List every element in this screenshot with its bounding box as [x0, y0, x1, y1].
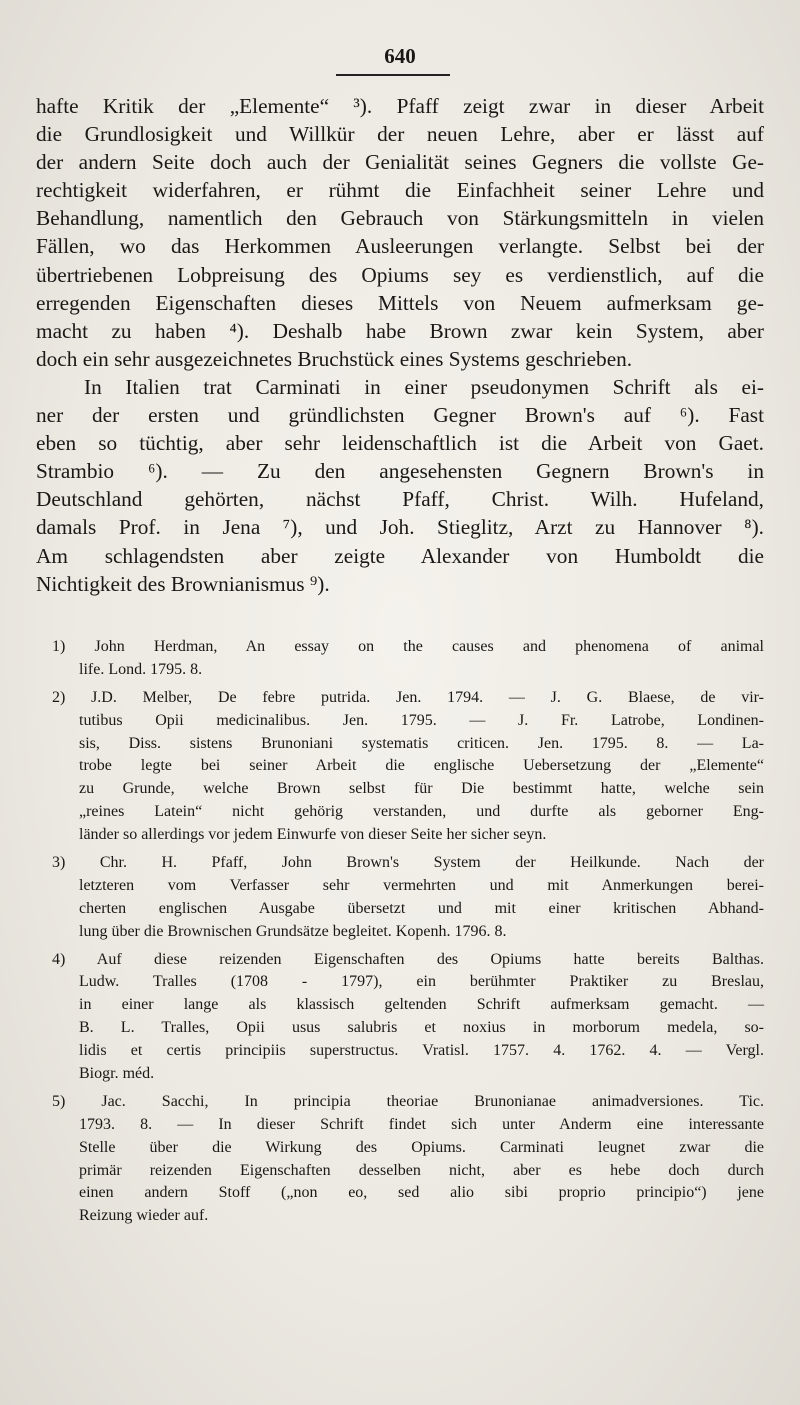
footnote-line: Reizung wieder auf. [79, 1207, 209, 1225]
body-line: Fällen, wo das Herkommen Ausleerungen verlangte. Selbst bei der [36, 234, 764, 259]
footnote-line: zu Grunde, welche Brown selbst für Die bestimmt hatte, welche sein [79, 780, 764, 798]
body-line: rechtigkeit widerfahren, er rühmt die Einfachheit seiner Lehre und [36, 178, 764, 203]
footnote-3 [52, 852, 764, 944]
footnote-4 [52, 949, 764, 1086]
footnote-line: „reines Latein“ nicht gehörig verstanden, und durfte als geborner Eng- [79, 803, 764, 821]
body-line: macht zu haben ⁴). Deshalb habe Brown zwar kein System, aber [36, 318, 764, 343]
body-line: damals Prof. in Jena ⁷), und Joh. Stieglitz, Arzt zu Hannover ⁸). [36, 515, 764, 540]
body-line: erregenden Eigenschaften dieses Mittels von Neuem aufmerksam ge- [36, 290, 764, 315]
footnote-line: 3) Chr. H. Pfaff, John Brown's System der Heilkunde. Nach der [52, 854, 764, 872]
body-line: hafte Kritik der „Elemente“ ³). Pfaff zeigt zwar in dieser Arbeit [36, 94, 764, 118]
body-line: Deutschland gehörten, nächst Pfaff, Christ. Wilh. Hufeland, [36, 487, 764, 512]
footnote-line: 5) Jac. Sacchi, In principia theoriae Brunonianae animadversiones. Tic. [52, 1092, 764, 1110]
footnote-1 [52, 636, 764, 682]
footnote-5 [52, 1091, 764, 1228]
body-line: Behandlung, namentlich den Gebrauch von Stärkungsmitteln in vielen [36, 206, 764, 231]
footnote-line: tutibus Opii medicinalibus. Jen. 1795. — J. Fr. Latrobe, Londinen- [79, 711, 764, 729]
footnote-line: B. L. Tralles, Opii usus salubris et noxius in morborum medela, so- [79, 1019, 764, 1037]
body-line: übertriebenen Lobpreisung des Opiums sey es verdienstlich, auf die [36, 262, 764, 287]
body-line: Am schlagendsten aber zeigte Alexander von Humboldt die [36, 543, 764, 568]
body-line: doch ein sehr ausgezeichnetes Bruchstück eines Systems geschrieben. [36, 346, 633, 371]
footnote-line: 4) Auf diese reizenden Eigenschaften des Opiums hatte bereits Balthas. [52, 950, 764, 968]
header-rule [336, 74, 450, 76]
footnote-line: lung über die Brownischen Grundsätze begleitet. Kopenh. 1796. 8. [79, 922, 507, 940]
footnote-line: 1793. 8. — In dieser Schrift findet sich unter Anderm eine interessante [79, 1115, 764, 1133]
footnotes [52, 636, 764, 1233]
body-line: In Italien trat Carminati in einer pseudonymen Schrift als ei- [84, 374, 764, 399]
footnote-line: sis, Diss. sistens Brunoniani systematis criticen. Jen. 1795. 8. — La- [79, 734, 764, 752]
footnote-line: 1) John Herdman, An essay on the causes and phenomena of animal [52, 638, 764, 655]
body-text [36, 92, 764, 598]
footnote-line: Stelle über die Wirkung des Opiums. Carminati leugnet zwar die [79, 1138, 764, 1156]
body-line: ner der ersten und gründlichsten Gegner Brown's auf ⁶). Fast [36, 403, 764, 428]
footnote-line: primär reizenden Eigenschaften desselben nicht, aber es hebe doch durch [79, 1161, 764, 1179]
footnote-line: letzteren vom Verfasser sehr vermehrten und mit Anmerkungen berei- [79, 876, 764, 894]
body-line: die Grundlosigkeit und Willkür der neuen Lehre, aber er lässt auf [36, 122, 764, 147]
body-line: Strambio ⁶). — Zu den angesehensten Gegnern Brown's in [36, 459, 764, 484]
footnote-line: Biogr. méd. [79, 1065, 155, 1083]
footnote-line: lidis et certis principiis superstructus. Vratisl. 1757. 4. 1762. 4. — Vergl. [79, 1042, 764, 1060]
footnote-line: einen andern Stoff („non eo, sed alio sibi proprio principio“) jene [79, 1184, 764, 1202]
footnote-line: Ludw. Tralles (1708 - 1797), ein berühmter Praktiker zu Breslau, [79, 973, 764, 991]
body-line: eben so tüchtig, aber sehr leidenschaftlich ist die Arbeit von Gaet. [36, 431, 764, 456]
body-line: Nichtigkeit des Brownianismus ⁹). [36, 571, 330, 596]
footnote-line: länder so allerdings vor jedem Einwurfe von dieser Seite her sicher seyn. [79, 826, 547, 844]
footnote-line: in einer lange als klassisch geltenden Schrift aufmerksam gemacht. — [79, 996, 764, 1014]
footnote-line: 2) J.D. Melber, De febre putrida. Jen. 1794. — J. G. Blaese, de vir- [52, 688, 764, 706]
footnote-line: life. Lond. 1795. 8. [79, 660, 203, 678]
footnote-2 [52, 687, 764, 847]
footnote-line: cherten englischen Ausgabe übersetzt und mit einer kritischen Abhand- [79, 899, 764, 917]
page-number: 640 [384, 44, 416, 68]
footnote-line: trobe legte bei seiner Arbeit die englische Uebersetzung der „Elemente“ [79, 757, 764, 775]
body-line: der andern Seite doch auch der Genialität seines Gegners die vollste Ge- [36, 150, 764, 175]
